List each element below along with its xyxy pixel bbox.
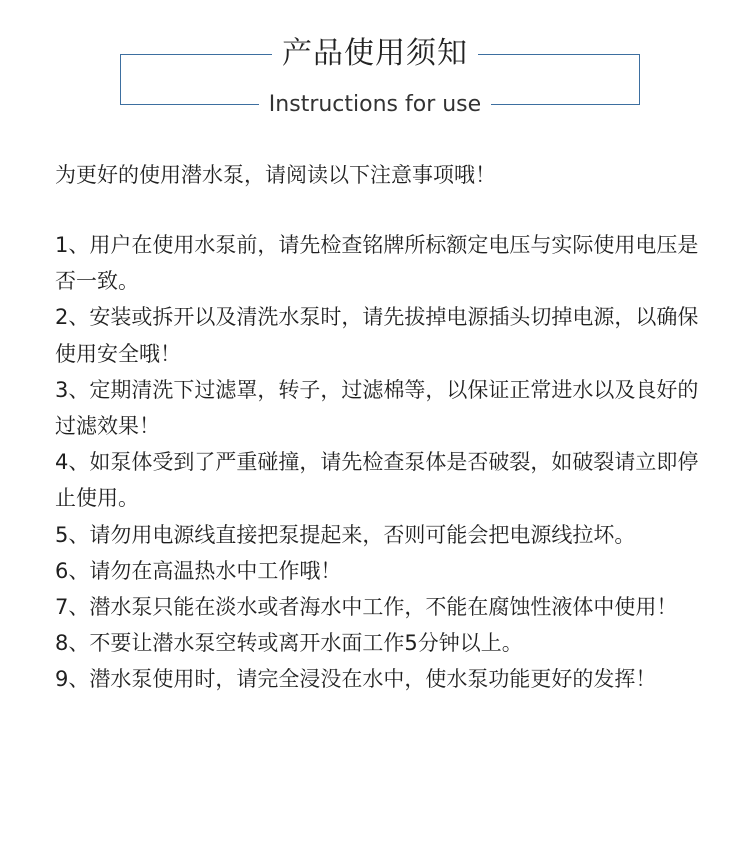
list-item: 7、潜水泵只能在淡水或者海水中工作，不能在腐蚀性液体中使用！ [55, 595, 678, 620]
list-item: 2、安装或拆开以及清洗水泵时，请先拔掉电源插头切掉电源，以确保使用安全哦！ [55, 305, 699, 366]
page-subtitle [0, 90, 750, 120]
list-item: 5、请勿用电源线直接把泵提起来，否则可能会把电源线拉坏。 [55, 522, 636, 547]
list-item: 8、不要让潜水泵空转或离开水面工作5分钟以上。 [55, 631, 523, 656]
intro-text: 为更好的使用潜水泵，请阅读以下注意事项哦！ [55, 163, 496, 187]
page-subtitle-text: Instructions for use [259, 92, 491, 117]
list-item: 9、潜水泵使用时，请完全浸没在水中，使水泵功能更好的发挥！ [55, 667, 657, 692]
list-item: 3、定期清洗下过滤罩，转子，过滤棉等，以保证正常进水以及良好的过滤效果！ [55, 377, 699, 439]
page-title-text: 产品使用须知 [272, 36, 478, 71]
list-item: 4、如泵体受到了严重碰撞，请先检查泵体是否破裂，如破裂请立即停止使用。 [55, 450, 699, 511]
list-item: 6、请勿在高温热水中工作哦！ [55, 558, 342, 583]
page-title [0, 34, 750, 74]
list-item: 1、用户在使用水泵前，请先检查铭牌所标额定电压与实际使用电压是否一致。 [55, 233, 699, 294]
rules-list [55, 227, 705, 698]
